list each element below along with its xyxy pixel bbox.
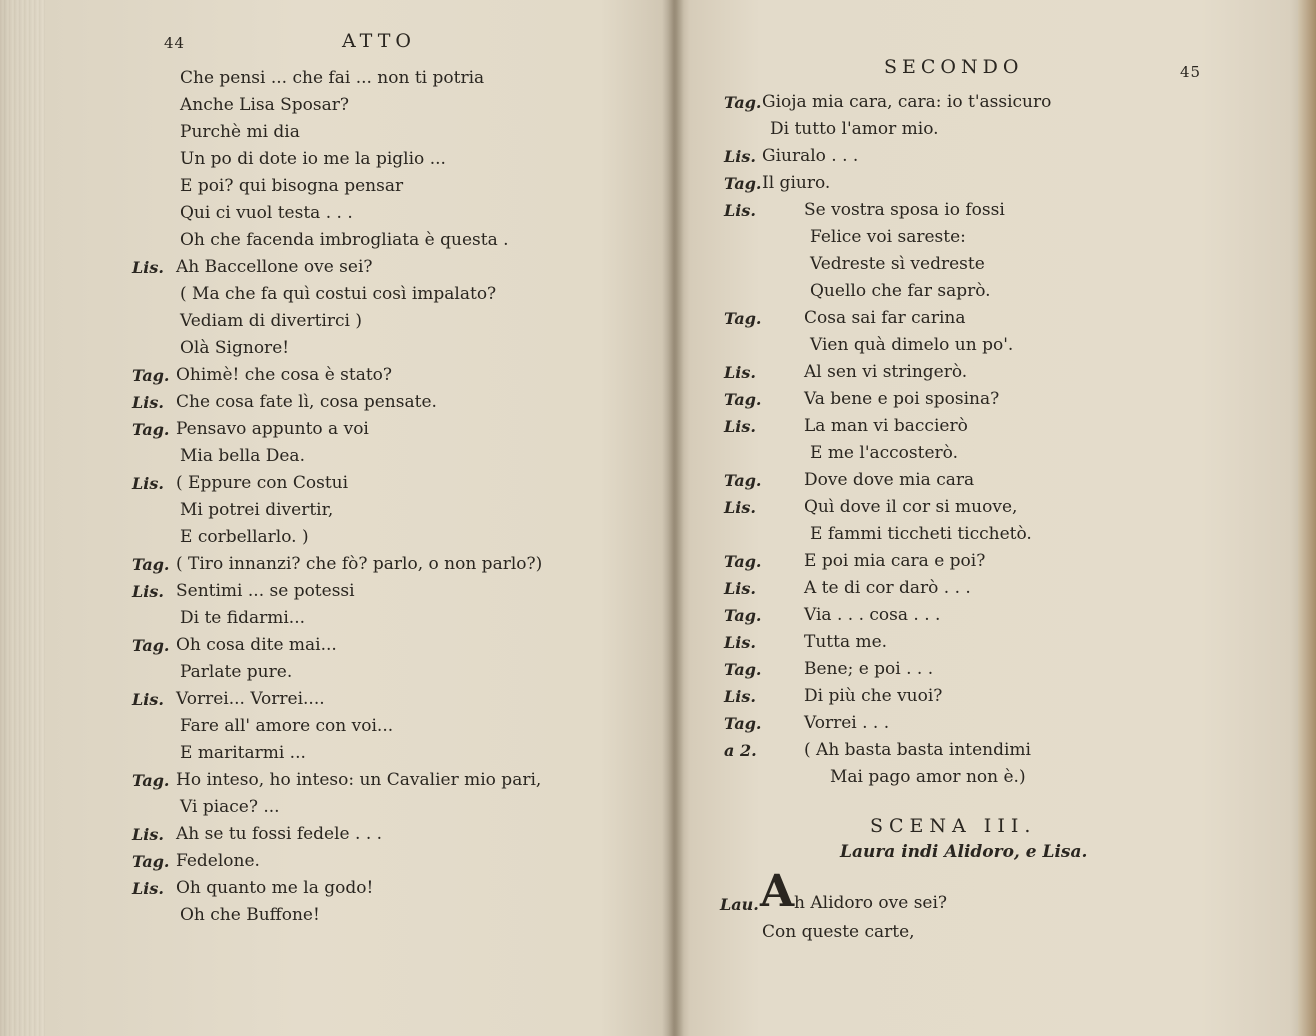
speaker-label: Lis. xyxy=(132,582,164,601)
verse-line: Sentimi ... se potessi xyxy=(176,581,355,601)
speaker-label: Lis. xyxy=(724,363,756,382)
verse-line: Purchè mi dia xyxy=(180,122,300,142)
speaker-label: Lis. xyxy=(724,498,756,517)
verse-line: Vorrei . . . xyxy=(804,713,890,733)
verse-line: Quì dove il cor si muove, xyxy=(804,497,1018,517)
speaker-label: Lis. xyxy=(132,690,164,709)
verse-line: Il giuro. xyxy=(762,173,831,193)
scene-second-line: Con queste carte, xyxy=(762,922,915,942)
scene-first-line: h Alidoro ove sei? xyxy=(794,893,948,913)
verse-line: Felice voi sareste: xyxy=(810,227,966,247)
verse-line: Ah se tu fossi fedele . . . xyxy=(176,824,383,844)
verse-line: Giuralo . . . xyxy=(762,146,859,166)
verse-line: Bene; e poi . . . xyxy=(804,659,934,679)
verse-line: Vien quà dimelo un po'. xyxy=(810,335,1014,355)
verse-line: Ho inteso, ho inteso: un Cavalier mio pari, xyxy=(176,770,542,790)
verse-line: Ah Baccellone ove sei? xyxy=(176,257,373,277)
speaker-label: Tag. xyxy=(132,852,170,871)
verse-line: Oh che Buffone! xyxy=(180,905,320,925)
verse-line: ( Ah basta basta intendimi xyxy=(804,740,1031,760)
speaker-label: Tag. xyxy=(132,771,170,790)
verse-line: Un po di dote io me la piglio ... xyxy=(180,149,446,169)
speaker-label: Tag. xyxy=(724,390,762,409)
verse-line: Anche Lisa Sposar? xyxy=(180,95,350,115)
verse-line: Ohimè! che cosa è stato? xyxy=(176,365,393,385)
speaker-label: Tag. xyxy=(724,552,762,571)
verse-line: Cosa sai far carina xyxy=(804,308,966,328)
speaker-label: Lis. xyxy=(724,633,756,652)
right-page xyxy=(684,0,1294,1036)
speaker-label: Tag. xyxy=(724,714,762,733)
verse-line: Vorrei... Vorrei.... xyxy=(176,689,325,709)
speaker-label: Tag. xyxy=(724,93,762,112)
verse-line: Al sen vi stringerò. xyxy=(804,362,968,382)
verse-line: Vi piace? ... xyxy=(180,797,280,817)
verse-line: Mia bella Dea. xyxy=(180,446,305,466)
verse-line: E me l'accosterò. xyxy=(810,443,959,463)
verse-line: Olà Signore! xyxy=(180,338,290,358)
verse-line: Fedelone. xyxy=(176,851,260,871)
drop-cap: A xyxy=(760,866,795,917)
verse-line: ( Eppure con Costui xyxy=(176,473,349,493)
verse-line: E maritarmi ... xyxy=(180,743,306,763)
verse-line: ( Tiro innanzi? che fò? parlo, o non parlo?) xyxy=(176,554,543,574)
verse-line: Mai pago amor non è.) xyxy=(830,767,1026,787)
verse-line: E poi? qui bisogna pensar xyxy=(180,176,404,196)
verse-line: Quello che far saprò. xyxy=(810,281,991,301)
speaker-label: Tag. xyxy=(132,366,170,385)
speaker-label: Lis. xyxy=(724,687,756,706)
speaker-label: Lis. xyxy=(132,474,164,493)
speaker-label: Lis. xyxy=(724,201,756,220)
speaker-label: Lis. xyxy=(132,393,164,412)
verse-line: E fammi ticcheti ticchetò. xyxy=(810,524,1032,544)
running-head-right: SECONDO xyxy=(884,56,1024,78)
verse-line: Di tutto l'amor mio. xyxy=(770,119,939,139)
verse-line: Fare all' amore con voi... xyxy=(180,716,394,736)
verse-line: E corbellarlo. ) xyxy=(180,527,309,547)
verse-line: Vedreste sì vedreste xyxy=(810,254,985,274)
verse-line: Dove dove mia cara xyxy=(804,470,975,490)
page-number-left: 44 xyxy=(164,34,186,52)
verse-line: ( Ma che fa quì costui così impalato? xyxy=(180,284,497,304)
verse-line: Oh cosa dite mai... xyxy=(176,635,337,655)
verse-line: Che pensi ... che fai ... non ti potria xyxy=(180,68,485,88)
speaker-label: a 2. xyxy=(724,741,757,760)
speaker-label: Tag. xyxy=(724,660,762,679)
page-number-right: 45 xyxy=(1180,63,1202,81)
speaker-label: Lis. xyxy=(132,825,164,844)
verse-line: Qui ci vuol testa . . . xyxy=(180,203,353,223)
verse-line: Che cosa fate lì, cosa pensate. xyxy=(176,392,437,412)
verse-line: Via . . . cosa . . . xyxy=(804,605,941,625)
book-gutter xyxy=(662,0,684,1036)
speaker-label: Tag. xyxy=(132,420,170,439)
speaker-label: Tag. xyxy=(132,636,170,655)
speaker-label: Tag. xyxy=(724,174,762,193)
verse-line: Oh quanto me la godo! xyxy=(176,878,374,898)
verse-line: Pensavo appunto a voi xyxy=(176,419,369,439)
left-page xyxy=(40,0,660,1036)
verse-line: Se vostra sposa io fossi xyxy=(804,200,1005,220)
verse-line: Mi potrei divertir, xyxy=(180,500,334,520)
running-head-left: ATTO xyxy=(342,30,416,52)
speaker-label: Lis. xyxy=(132,258,164,277)
speaker-label: Tag. xyxy=(132,555,170,574)
verse-line: E poi mia cara e poi? xyxy=(804,551,986,571)
verse-line: Gioja mia cara, cara: io t'assicuro xyxy=(762,92,1052,112)
speaker-label: Lis. xyxy=(724,417,756,436)
speaker-label: Lis. xyxy=(724,147,756,166)
speaker-label: Lis. xyxy=(724,579,756,598)
scene-subtitle: Laura indi Alidoro, e Lisa. xyxy=(840,842,1088,862)
scene-title: SCENA III. xyxy=(870,815,1037,837)
speaker-label: Lau. xyxy=(720,895,759,914)
speaker-label: Tag. xyxy=(724,606,762,625)
verse-line: Va bene e poi sposina? xyxy=(804,389,1000,409)
speaker-label: Tag. xyxy=(724,309,762,328)
verse-line: Di più che vuoi? xyxy=(804,686,943,706)
verse-line: A te di cor darò . . . xyxy=(804,578,971,598)
verse-line: Tutta me. xyxy=(804,632,888,652)
verse-line: Oh che facenda imbrogliata è questa . xyxy=(180,230,509,250)
verse-line: Di te fidarmi... xyxy=(180,608,306,628)
verse-line: Parlate pure. xyxy=(180,662,293,682)
verse-line: Vediam di divertirci ) xyxy=(180,311,362,331)
page-edges-right xyxy=(1298,0,1316,1036)
verse-line: La man vi baccierò xyxy=(804,416,968,436)
speaker-label: Tag. xyxy=(724,471,762,490)
speaker-label: Lis. xyxy=(132,879,164,898)
